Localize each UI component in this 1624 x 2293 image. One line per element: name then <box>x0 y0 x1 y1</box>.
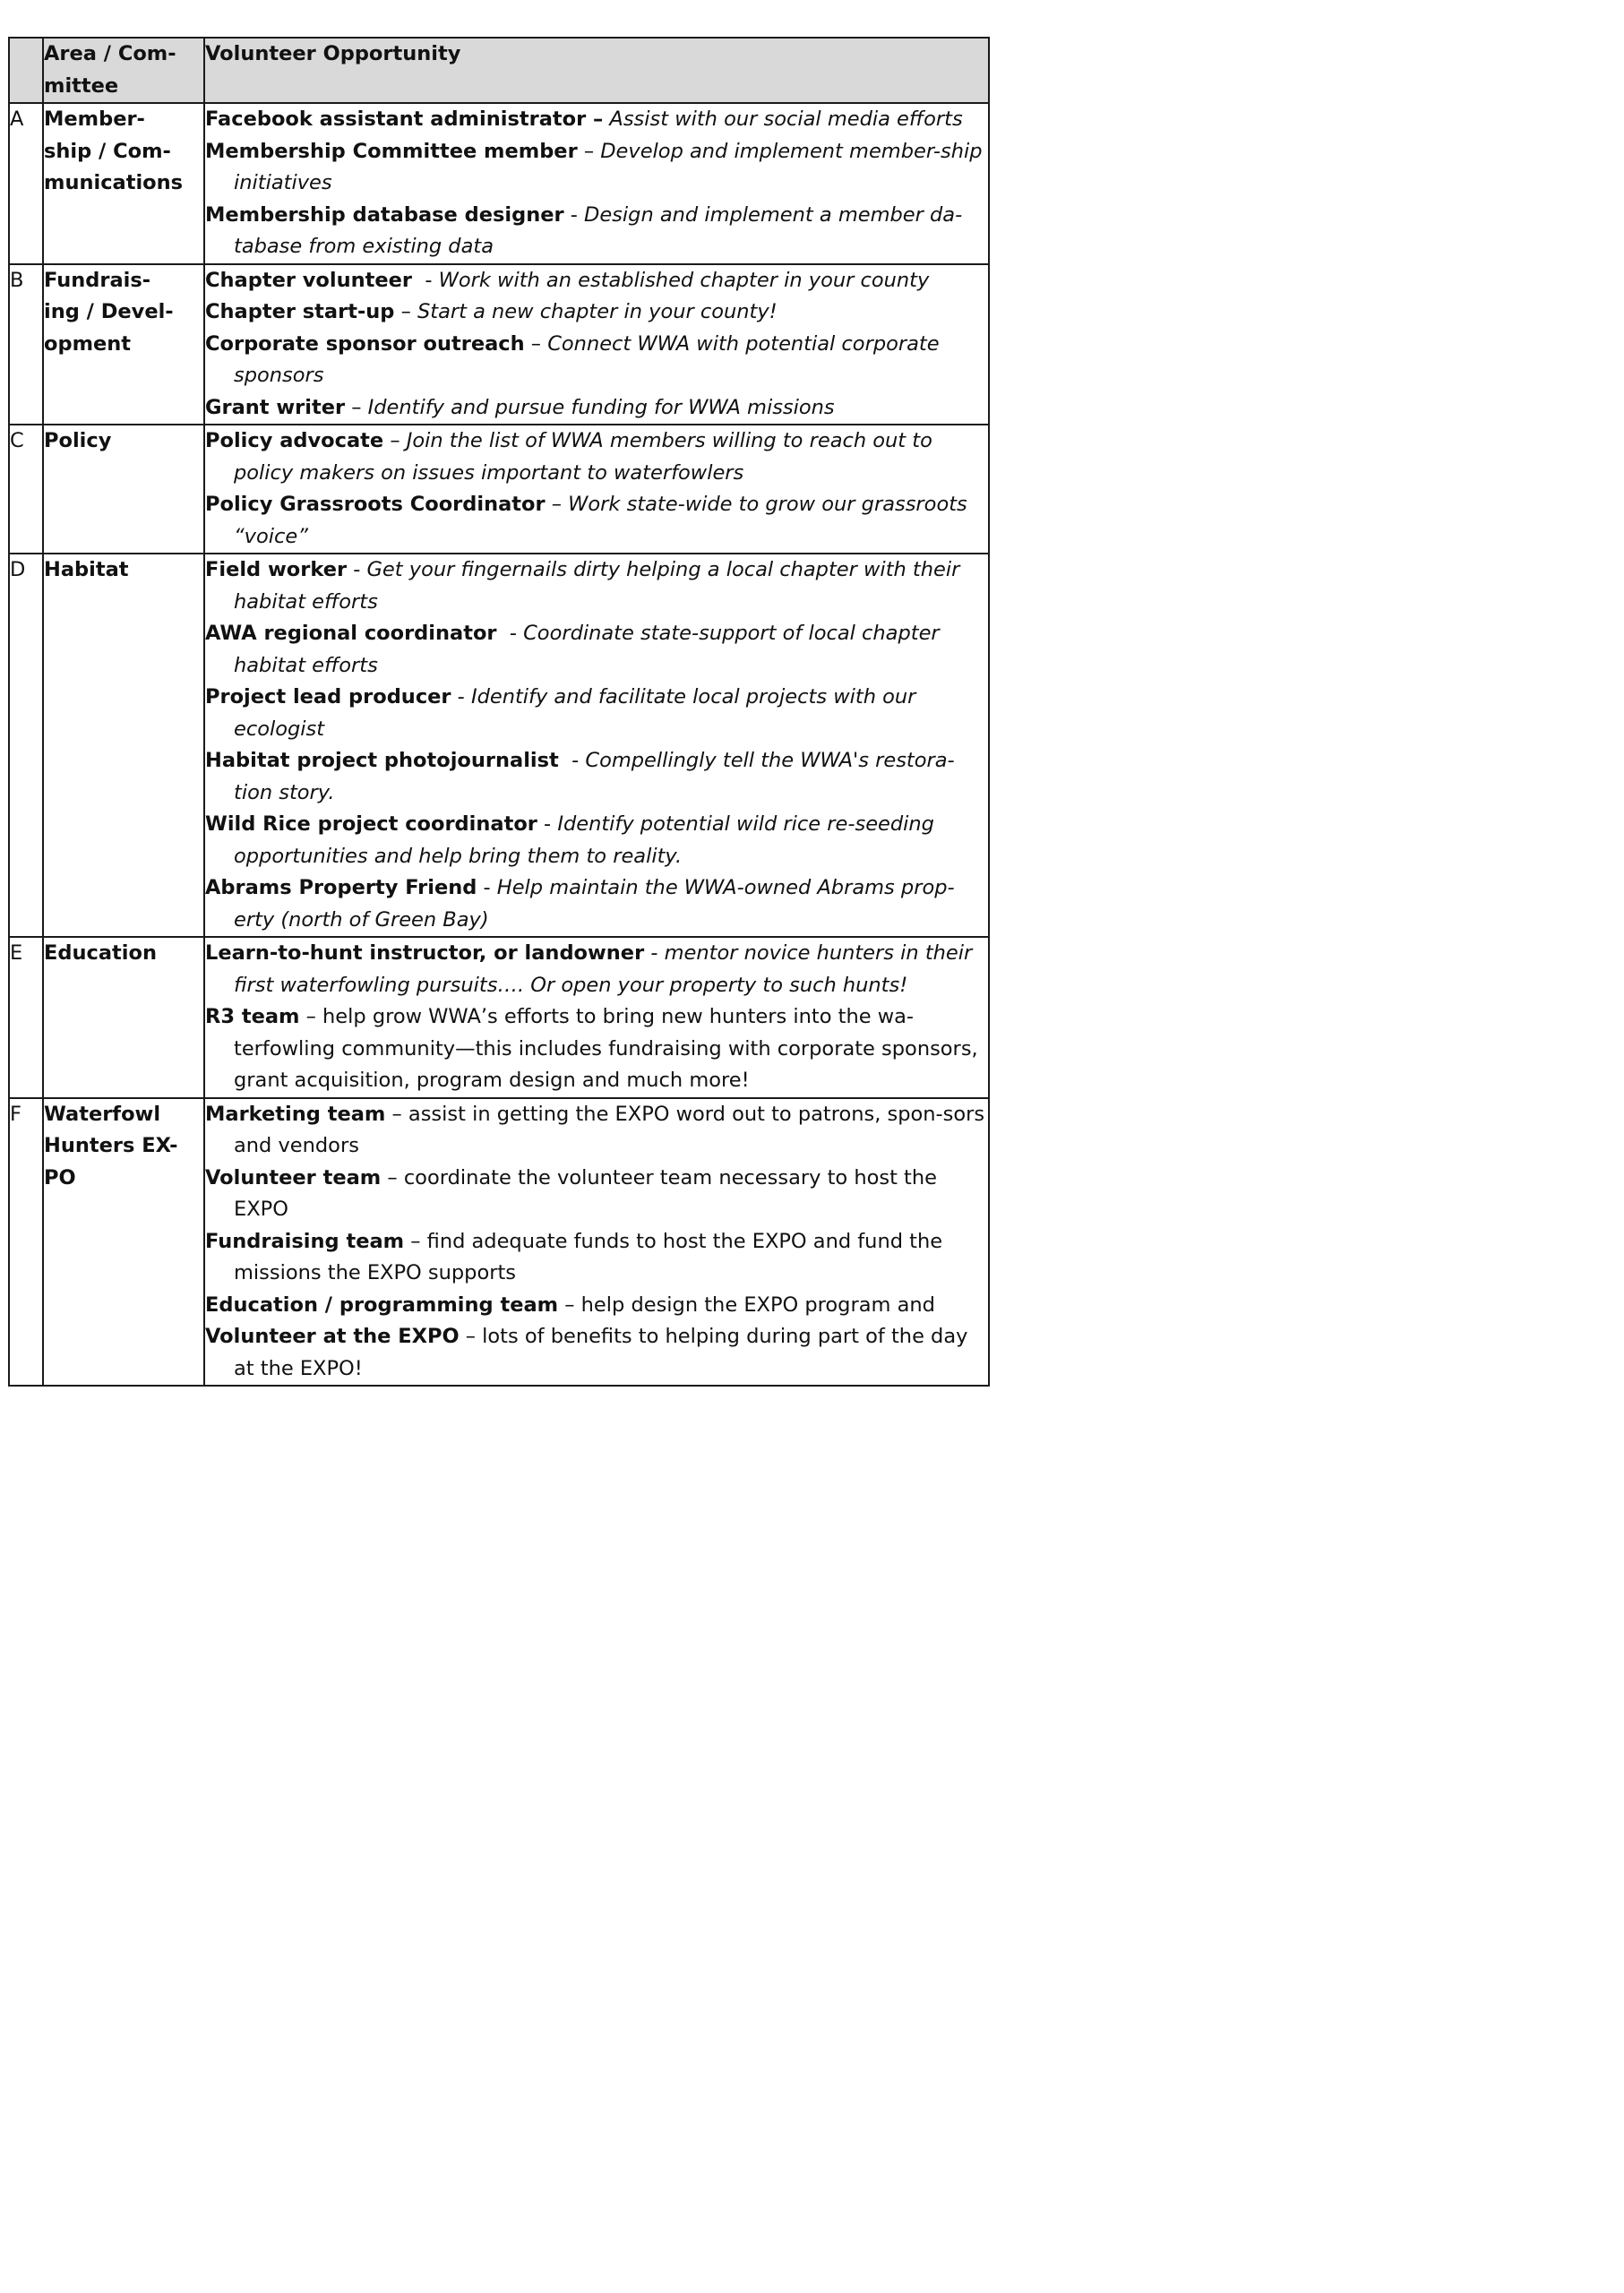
opportunity-description: Identify potential wild rice re-seeding opportunities and help bring them to reality. <box>234 812 934 868</box>
opportunity-separator: - <box>477 876 497 899</box>
opportunity-description: mentor novice hunters in their first waterfowling pursuits…. Or open your property to such hunts! <box>234 941 973 997</box>
opportunity-item <box>205 200 988 263</box>
table-row <box>9 554 989 937</box>
opportunity-separator: – <box>459 1325 483 1348</box>
opportunity-separator: – <box>394 300 417 323</box>
table-header <box>9 38 989 103</box>
volunteer-opportunities-table <box>8 37 990 1387</box>
area-committee-name: Waterfowl Hunters EX- PO <box>43 1098 204 1387</box>
opportunity-item <box>205 136 988 200</box>
opportunity-item <box>205 489 988 553</box>
opportunity-description: Compellingly tell the WWA's restora-tion story. <box>234 749 955 804</box>
opportunity-title: Membership database designer <box>205 202 564 227</box>
opportunity-title: Policy advocate <box>205 429 384 452</box>
opportunity-description: Identify and facilitate local projects with our ecologist <box>234 685 916 741</box>
opportunity-description: assist in getting the EXPO word out to patrons, spon-sors and vendors <box>234 1102 985 1157</box>
opportunity-separator: - <box>644 941 665 965</box>
opportunity-separator: – <box>345 395 368 419</box>
opportunity-item <box>205 296 988 329</box>
opportunity-separator: – <box>558 1292 581 1317</box>
opportunity-title: Learn-to-hunt instructor, or landowner <box>205 941 645 965</box>
opportunity-title: Membership Committee member <box>205 139 578 163</box>
opportunity-description: Design and implement a member da-tabase from existing data <box>234 202 963 258</box>
area-committee-name: Policy <box>43 425 204 554</box>
opportunity-separator: - <box>496 622 524 645</box>
opportunity-item <box>205 1321 988 1385</box>
opportunity-list <box>204 264 989 425</box>
opportunity-separator: - <box>412 268 439 292</box>
opportunity-description: Identify and pursue funding for WWA missions <box>367 395 835 419</box>
opportunity-separator: – <box>381 1165 404 1189</box>
opportunity-title: Field worker <box>205 558 348 581</box>
opportunity-item <box>205 554 988 618</box>
row-letter: B <box>9 264 43 425</box>
opportunity-description: Develop and implement member-ship initiatives <box>234 139 983 194</box>
row-letter: E <box>9 937 43 1098</box>
opportunity-item <box>205 938 988 1001</box>
opportunity-description: Assist with our social media efforts <box>609 107 963 131</box>
opportunity-title: Policy Grassroots Coordinator <box>205 493 546 516</box>
opportunity-description: help design the EXPO program and <box>580 1292 935 1317</box>
opportunity-list <box>204 425 989 554</box>
opportunity-description: Work state-wide to grow our grassroots “voice” <box>234 493 967 548</box>
table-body <box>9 103 989 1386</box>
opportunity-description: Start a new chapter in your county! <box>417 300 778 323</box>
opportunity-separator: - <box>563 202 585 227</box>
opportunity-separator: – <box>383 429 407 452</box>
opportunity-separator: – <box>545 493 569 516</box>
row-letter: D <box>9 554 43 937</box>
opportunity-title: AWA regional coordinator <box>205 622 497 645</box>
opportunity-title: Marketing team <box>205 1102 386 1126</box>
opportunity-separator: - <box>558 749 586 772</box>
opportunity-description: help grow WWA’s efforts to bring new hunters into the wa-terfowling community—this includes fundraising with corporate sponsors, grant acquisition, program design and much more! <box>234 1005 978 1092</box>
opportunity-description: Coordinate state-support of local chapter habitat efforts <box>234 622 940 677</box>
opportunity-description: lots of benefits to helping during part of the day at the EXPO! <box>234 1325 968 1380</box>
opportunity-title: Education / programming team <box>205 1292 559 1317</box>
opportunity-separator: – <box>577 139 601 163</box>
opportunity-separator: - <box>347 558 367 581</box>
opportunity-item <box>205 1099 988 1163</box>
header-row <box>9 38 989 103</box>
opportunity-title: Wild Rice project coordinator <box>205 812 537 836</box>
opportunity-separator: – <box>299 1005 323 1028</box>
opportunity-description: Work with an established chapter in your county <box>438 268 930 292</box>
opportunity-title: Grant writer <box>205 395 346 419</box>
opportunity-description: Join the list of WWA members willing to reach out to policy makers on issues important to waterfowlers <box>234 429 932 485</box>
opportunity-item <box>205 265 988 297</box>
opportunity-title: Fundraising team <box>205 1229 405 1253</box>
opportunity-item <box>205 1226 988 1290</box>
opportunity-description: coordinate the volunteer team necessary to host the EXPO <box>234 1165 937 1221</box>
opportunity-separator: - <box>451 685 471 709</box>
table-row <box>9 937 989 1098</box>
opportunity-list <box>204 937 989 1098</box>
opportunity-item <box>205 618 988 682</box>
opportunity-title: Habitat project photojournalist <box>205 749 559 772</box>
opportunity-item <box>205 745 988 809</box>
opportunity-title: Volunteer team <box>205 1165 382 1189</box>
opportunity-title: Chapter start-up <box>205 300 395 323</box>
opportunity-item <box>205 1001 988 1097</box>
opportunity-title: Abrams Property Friend <box>205 876 477 899</box>
opportunity-separator: – <box>385 1102 408 1126</box>
opportunity-description: Get your fingernails dirty helping a local chapter with their habitat efforts <box>234 558 960 614</box>
opportunity-title: Corporate sponsor outreach <box>205 331 525 356</box>
opportunity-title: R3 team <box>205 1005 300 1028</box>
table-row <box>9 103 989 264</box>
opportunity-item <box>205 425 988 489</box>
table-row <box>9 425 989 554</box>
table-row <box>9 1098 989 1387</box>
row-letter: A <box>9 103 43 264</box>
header-volunteer-opportunity: Volunteer Opportunity <box>204 38 989 103</box>
opportunity-separator: - <box>537 812 558 836</box>
header-area-committee: Area / Com- mittee <box>43 38 204 103</box>
opportunity-list <box>204 103 989 264</box>
opportunity-item <box>205 104 988 136</box>
row-letter: F <box>9 1098 43 1387</box>
opportunity-list <box>204 554 989 937</box>
opportunity-item <box>205 1290 988 1322</box>
opportunity-description: find adequate funds to host the EXPO and fund the missions the EXPO supports <box>234 1229 943 1284</box>
opportunity-description: Help maintain the WWA-owned Abrams prop-erty (north of Green Bay) <box>234 876 955 932</box>
opportunity-separator: – <box>404 1229 427 1253</box>
opportunity-title: Volunteer at the EXPO <box>205 1325 460 1348</box>
opportunity-title: Facebook assistant administrator – <box>205 107 604 131</box>
table-row <box>9 264 989 425</box>
area-committee-name: Fundrais- ing / Devel- opment <box>43 264 204 425</box>
opportunity-item <box>205 809 988 872</box>
area-committee-name: Habitat <box>43 554 204 937</box>
opportunity-title: Project lead producer <box>205 685 451 709</box>
area-committee-name: Member- ship / Com- munications <box>43 103 204 264</box>
opportunity-item <box>205 1163 988 1226</box>
opportunity-item <box>205 682 988 745</box>
row-letter: C <box>9 425 43 554</box>
opportunity-list <box>204 1098 989 1387</box>
opportunity-description: Connect WWA with potential corporate sponsors <box>234 331 940 387</box>
opportunity-item <box>205 392 988 425</box>
opportunity-item <box>205 872 988 936</box>
opportunity-separator: – <box>524 331 548 356</box>
header-letter-cell <box>9 38 43 103</box>
opportunity-item <box>205 329 988 392</box>
opportunity-title: Chapter volunteer <box>205 268 413 292</box>
area-committee-name: Education <box>43 937 204 1098</box>
